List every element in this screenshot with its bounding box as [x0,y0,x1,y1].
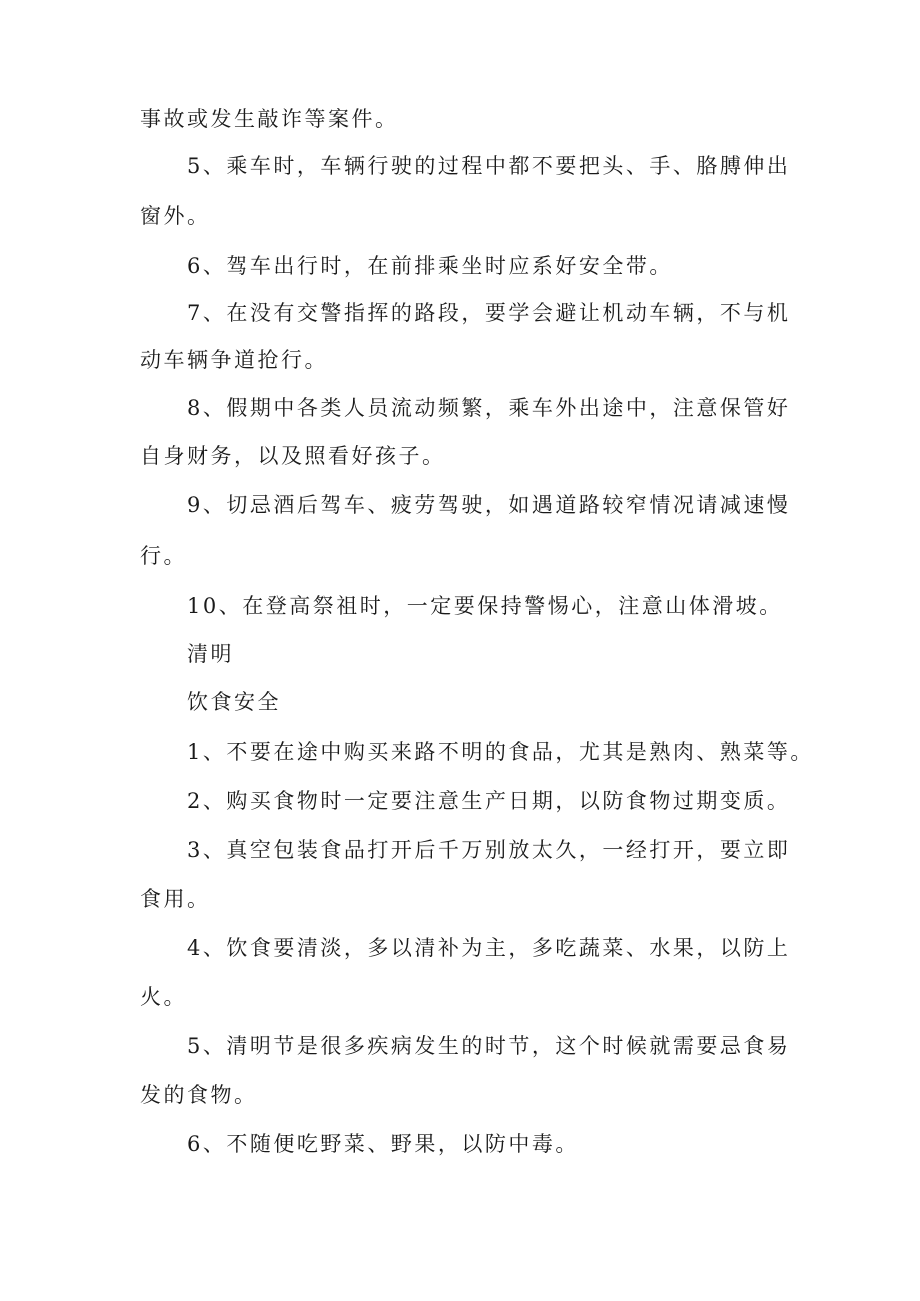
text-line-9: 9、切忌酒后驾车、疲劳驾驶，如遇道路较窄情况请减速慢 [187,493,791,517]
text-line-12: 清明 [187,642,234,666]
text-line-22: 6、不随便吃野菜、野果，以防中毒。 [187,1132,579,1156]
text-line-10: 行。 [140,544,187,568]
text-line-15: 2、购买食物时一定要注意生产日期，以防食物过期变质。 [187,789,791,813]
text-line-21: 发的食物。 [140,1083,258,1107]
text-line-2: 5、乘车时，车辆行驶的过程中都不要把头、手、胳膊伸出 [187,154,791,178]
text-line-5: 7、在没有交警指挥的路段，要学会避让机动车辆，不与机 [187,301,791,325]
text-line-8: 自身财务，以及照看好孩子。 [140,444,446,468]
text-line-3: 窗外。 [140,204,211,228]
text-line-18: 4、饮食要清淡，多以清补为主，多吃蔬菜、水果，以防上 [187,936,791,960]
text-line-1: 事故或发生敲诈等案件。 [140,107,399,131]
text-line-6: 动车辆争道抢行。 [140,348,328,372]
text-line-11: 10、在登高祭祖时，一定要保持警惕心，注意山体滑坡。 [187,594,783,618]
text-line-16: 3、真空包装食品打开后千万别放太久，一经打开，要立即 [187,838,791,862]
text-line-14: 1、不要在途中购买来路不明的食品，尤其是熟肉、熟菜等。 [187,740,814,764]
text-line-19: 火。 [140,985,187,1009]
text-line-17: 食用。 [140,887,211,911]
text-line-4: 6、驾车出行时，在前排乘坐时应系好安全带。 [187,254,673,278]
text-line-7: 8、假期中各类人员流动频繁，乘车外出途中，注意保管好 [187,396,791,420]
text-line-20: 5、清明节是很多疾病发生的时节，这个时候就需要忌食易 [187,1034,791,1058]
text-line-13: 饮食安全 [187,690,281,714]
